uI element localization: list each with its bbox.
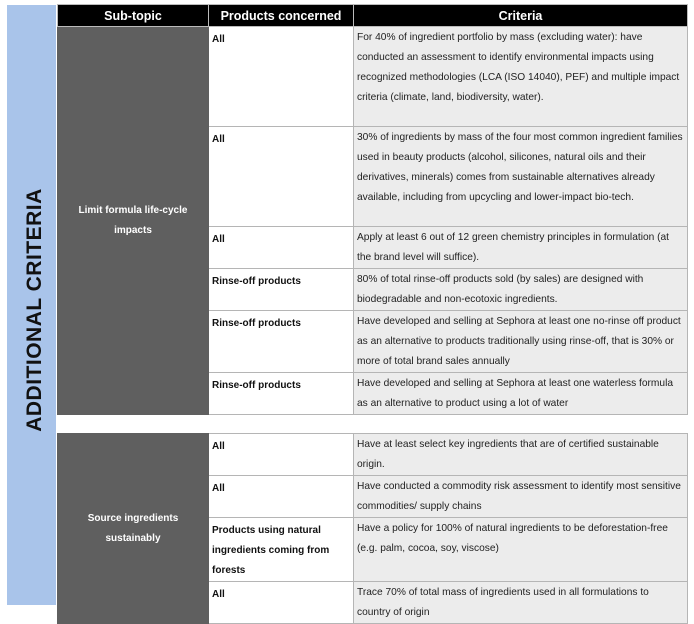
product-cell: All (209, 27, 354, 127)
table-row (58, 434, 688, 476)
group-spacer (58, 415, 688, 434)
header-products: Products concerned (209, 5, 354, 27)
criteria-cell: Have conducted a commodity risk assessment to identify most sensitive commodities/ supply chains (354, 476, 688, 518)
header-subtopic: Sub-topic (58, 5, 209, 27)
table-row (58, 27, 688, 127)
criteria-cell: Trace 70% of total mass of ingredients used in all formulations to country of origin (354, 582, 688, 624)
side-banner (7, 5, 56, 605)
product-cell: Rinse-off products (209, 269, 354, 311)
criteria-cell: Have at least select key ingredients that are of certified sustainable origin. (354, 434, 688, 476)
product-cell: All (209, 476, 354, 518)
criteria-cell: For 40% of ingredient portfolio by mass (excluding water): have conducted an assessment to identify environmental impacts using recognized methodologies (LCA (ISO 14040), PEF) and multiple impact criteria (climate, land, biodiversity, water). (354, 27, 688, 127)
header-criteria: Criteria (354, 5, 688, 27)
product-cell: All (209, 127, 354, 227)
product-cell: All (209, 434, 354, 476)
subtopic-cell: Limit formula life-cycle impacts (58, 27, 209, 415)
subtopic-cell: Source ingredients sustainably (58, 434, 209, 624)
header-row (58, 5, 688, 27)
product-cell: Rinse-off products (209, 311, 354, 373)
criteria-cell: Apply at least 6 out of 12 green chemistry principles in formulation (at the brand level will suffice). (354, 227, 688, 269)
side-label: ADDITIONAL CRITERIA (23, 188, 46, 432)
product-cell: All (209, 582, 354, 624)
product-cell: All (209, 227, 354, 269)
criteria-table (57, 4, 688, 624)
criteria-cell: 30% of ingredients by mass of the four most common ingredient families used in beauty products (alcohol, silicones, natural oils and their derivatives, minerals) comes from sustainable alternatives already available, including from upcycling and lower-impact bio-tech. (354, 127, 688, 227)
product-cell: Rinse-off products (209, 373, 354, 415)
criteria-cell: Have a policy for 100% of natural ingredients to be deforestation-free (e.g. palm, cocoa, soy, viscose) (354, 518, 688, 582)
criteria-cell: Have developed and selling at Sephora at least one waterless formula as an alternative to product using a lot of water (354, 373, 688, 415)
criteria-cell: 80% of total rinse-off products sold (by sales) are designed with biodegradable and non-ecotoxic ingredients. (354, 269, 688, 311)
product-cell: Products using natural ingredients coming from forests (209, 518, 354, 582)
criteria-cell: Have developed and selling at Sephora at least one no-rinse off product as an alternative to products traditionally using rinse-off, that is 30% or more of total brand sales annually (354, 311, 688, 373)
